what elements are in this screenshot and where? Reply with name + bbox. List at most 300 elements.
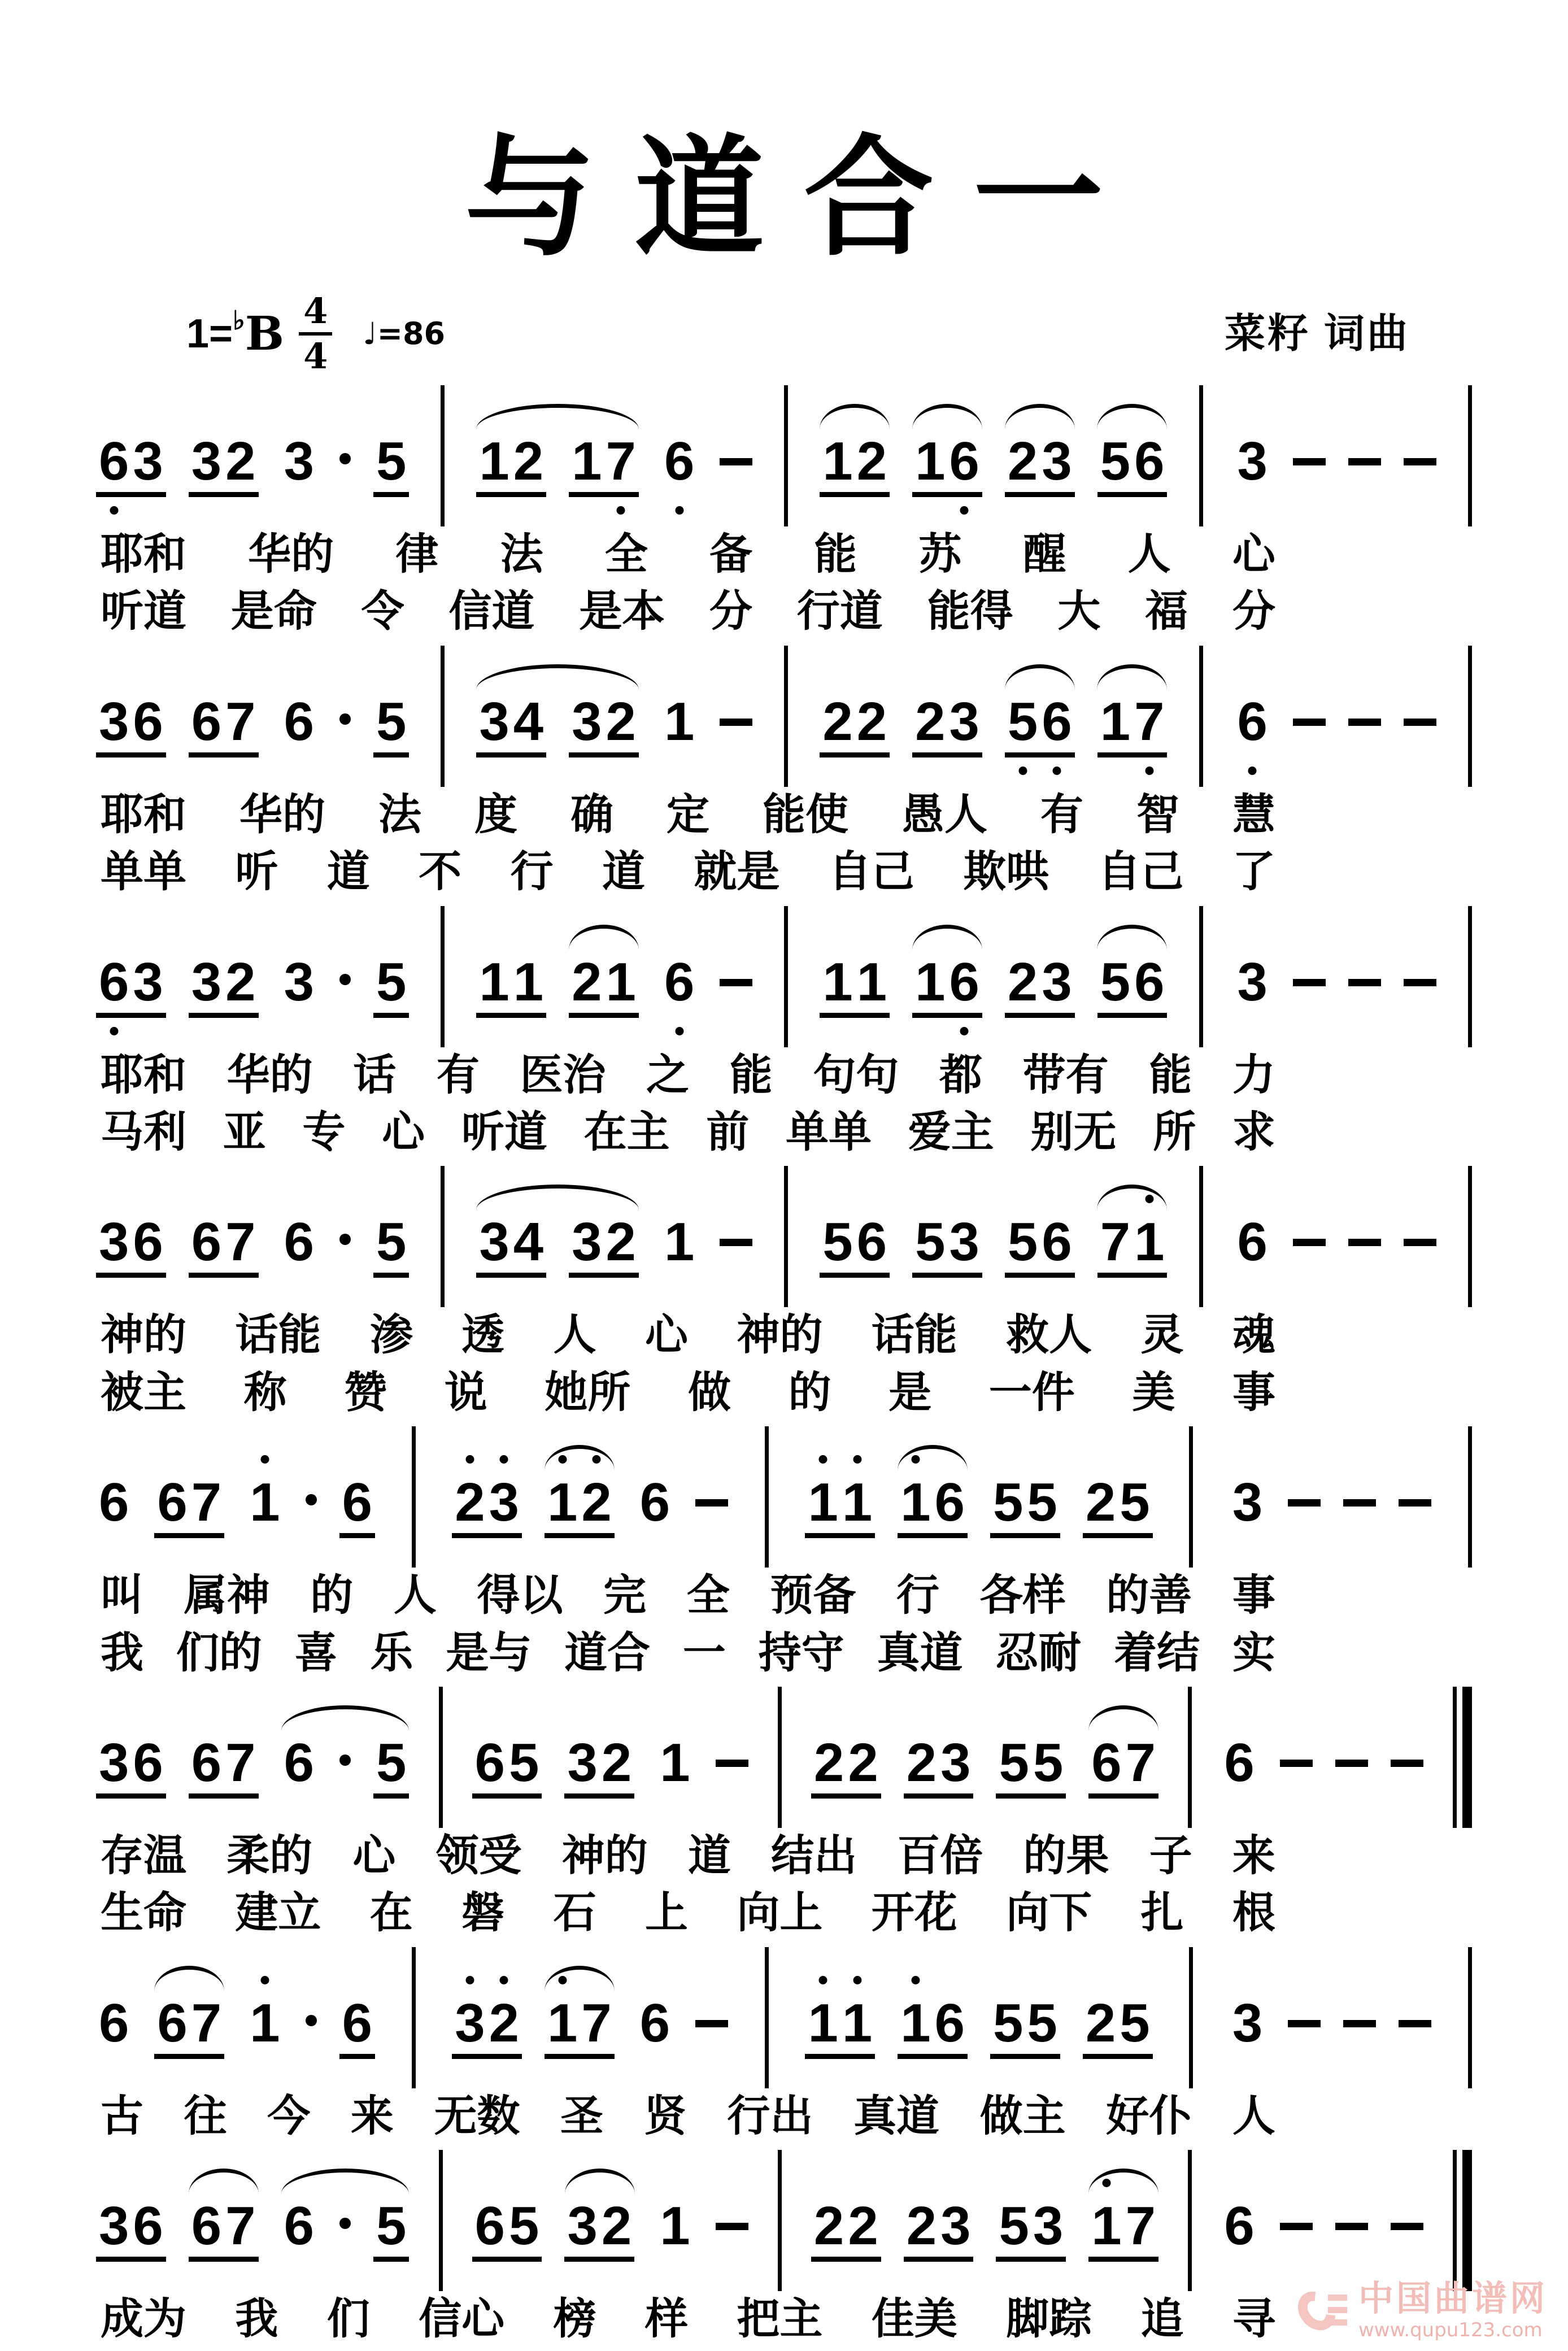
note: 3 bbox=[572, 691, 602, 752]
slur-arc bbox=[154, 1966, 224, 1991]
barline bbox=[1188, 1687, 1192, 1828]
lyric-word: 百倍 bbox=[897, 1831, 983, 1880]
note: 7 bbox=[581, 1992, 612, 2053]
lyric-word: 单单 bbox=[786, 1108, 872, 1156]
beamed-note-group bbox=[904, 2196, 974, 2262]
lyric-word: 道 bbox=[687, 1831, 731, 1880]
slur-arc bbox=[281, 2169, 409, 2194]
lyric-word: 道合 bbox=[564, 1629, 651, 1677]
slur-arc bbox=[912, 925, 982, 950]
note: 6 bbox=[284, 1732, 314, 1793]
note: 5 bbox=[1008, 695, 1038, 749]
low-octave-dot bbox=[960, 506, 969, 515]
lyric-word: 被主 bbox=[101, 1368, 186, 1417]
note: 2 bbox=[915, 691, 946, 752]
lyric-word: 开花 bbox=[871, 1889, 957, 1938]
note: 2 bbox=[455, 1475, 485, 1530]
note: 6 bbox=[1224, 2196, 1255, 2257]
barline bbox=[784, 385, 788, 526]
lyric-word: 定 bbox=[667, 790, 709, 839]
note-group bbox=[661, 1212, 697, 1278]
beamed-note-group bbox=[912, 1212, 982, 1278]
lyric-word: 称 bbox=[243, 1368, 287, 1417]
note: 1 bbox=[915, 951, 946, 1012]
note: 1 bbox=[822, 431, 853, 491]
note: 2 bbox=[813, 2196, 844, 2257]
note: 5 bbox=[376, 951, 407, 1012]
note: 5 bbox=[1100, 431, 1131, 491]
beamed-note-group bbox=[1083, 1472, 1153, 1538]
note: 1 bbox=[513, 951, 544, 1012]
note: 2 bbox=[601, 2196, 632, 2257]
note: 6 bbox=[1042, 695, 1072, 749]
barline bbox=[412, 1426, 416, 1568]
note-group bbox=[1235, 951, 1270, 1018]
note-group bbox=[637, 1472, 673, 1538]
lyric-word: 石 bbox=[553, 1889, 596, 1938]
lyric-word: 能 bbox=[814, 530, 857, 578]
note: 3 bbox=[1237, 431, 1268, 491]
note: 2 bbox=[848, 2196, 878, 2257]
lyric-word: 的善 bbox=[1106, 1571, 1192, 1620]
measure bbox=[820, 1179, 1167, 1307]
lyric-word: 力 bbox=[1232, 1051, 1275, 1099]
lyric-word: 领受 bbox=[435, 1831, 522, 1880]
note: 3 bbox=[1237, 951, 1268, 1012]
measure bbox=[476, 398, 752, 526]
note: 3 bbox=[455, 1996, 485, 2050]
slur-arc bbox=[476, 664, 639, 690]
note: 6 bbox=[157, 1472, 188, 1533]
dash-continuation bbox=[720, 1239, 752, 1246]
slur-arc bbox=[1097, 925, 1167, 950]
note: 6 bbox=[1134, 431, 1165, 491]
note: 2 bbox=[906, 2196, 937, 2257]
barline bbox=[784, 646, 788, 787]
note: 3 bbox=[940, 2196, 971, 2257]
dash-continuation bbox=[716, 2223, 748, 2230]
beamed-note-group bbox=[373, 1212, 409, 1278]
dash-continuation bbox=[1335, 2223, 1368, 2230]
lyric-word: 之 bbox=[646, 1051, 690, 1099]
lyric-word: 有 bbox=[436, 1051, 480, 1099]
barline bbox=[412, 1947, 416, 2088]
high-octave-dot bbox=[819, 1455, 827, 1464]
note: 6 bbox=[664, 955, 694, 1009]
watermark bbox=[1300, 2278, 1548, 2341]
beamed-note-group bbox=[564, 2196, 634, 2262]
lyric-word: 信心 bbox=[419, 2295, 505, 2344]
high-octave-dot bbox=[465, 1976, 474, 1984]
lyric-word: 存温 bbox=[101, 1831, 186, 1880]
system-3 bbox=[96, 906, 1472, 1157]
slur-arc bbox=[898, 1445, 968, 1470]
lyric-word: 忍耐 bbox=[995, 1629, 1082, 1677]
lyric-word: 向上 bbox=[737, 1889, 823, 1938]
key-signature bbox=[186, 290, 446, 377]
note: 2 bbox=[906, 1732, 937, 1793]
lyric-word: 人 bbox=[1232, 2092, 1275, 2140]
note: 4 bbox=[513, 1212, 544, 1273]
watermark-text bbox=[1358, 2278, 1548, 2341]
dash-continuation bbox=[1391, 2223, 1423, 2230]
lyric-word: 向下 bbox=[1006, 1889, 1092, 1938]
lyric-word: 行 bbox=[896, 1571, 939, 1620]
lyric-word: 在 bbox=[369, 1889, 413, 1938]
lyric-word: 无数 bbox=[434, 2092, 520, 2140]
time-signature bbox=[299, 290, 332, 377]
note: 6 bbox=[133, 2196, 163, 2257]
lyric-word: 做主 bbox=[979, 2092, 1066, 2140]
note: 3 bbox=[99, 1212, 129, 1273]
note: 7 bbox=[191, 1992, 222, 2053]
beamed-note-group bbox=[476, 431, 546, 497]
note: 1 bbox=[915, 431, 946, 491]
low-octave-dot bbox=[1018, 767, 1027, 775]
beamed-note-group bbox=[96, 431, 166, 497]
note: 6 bbox=[934, 1472, 965, 1533]
note: 6 bbox=[99, 1472, 129, 1533]
beamed-note-group bbox=[96, 951, 166, 1018]
lyric-word: 救人 bbox=[1006, 1311, 1092, 1360]
note: 1 bbox=[822, 951, 853, 1012]
lyric-word: 持守 bbox=[758, 1629, 844, 1677]
dash-continuation bbox=[1348, 719, 1381, 726]
low-octave-dot bbox=[675, 506, 683, 515]
beamed-note-group bbox=[1097, 1212, 1168, 1278]
slur-arc bbox=[565, 2169, 635, 2194]
lyric-word: 叫 bbox=[101, 1571, 143, 1620]
note-group bbox=[657, 1732, 692, 1799]
lyrics-row-2 bbox=[101, 1368, 1275, 1417]
note: 6 bbox=[1091, 1732, 1122, 1793]
note: 1 bbox=[1091, 2199, 1121, 2253]
lyric-word: 爱主 bbox=[908, 1108, 994, 1156]
final-barline bbox=[1453, 1687, 1472, 1828]
lyric-word: 成为 bbox=[101, 2295, 186, 2344]
beamed-note-group bbox=[1005, 951, 1075, 1018]
dash-continuation bbox=[1343, 1499, 1376, 1507]
beamed-note-group bbox=[990, 1472, 1060, 1538]
note: 5 bbox=[1033, 1732, 1064, 1793]
composer-credit: 菜籽 词曲 bbox=[1224, 311, 1410, 356]
dash-continuation bbox=[1348, 979, 1381, 986]
note: 6 bbox=[1238, 695, 1268, 749]
lyric-word: 自己 bbox=[828, 848, 914, 896]
barline bbox=[1189, 1947, 1193, 2088]
slur-arc bbox=[1088, 1705, 1158, 1731]
measure bbox=[1221, 1700, 1423, 1828]
lyric-word: 是 bbox=[888, 1368, 932, 1417]
beamed-note-group bbox=[912, 431, 982, 497]
note: 1 bbox=[479, 951, 509, 1012]
lyric-word: 们 bbox=[326, 2295, 370, 2344]
lyrics-row-1 bbox=[101, 1051, 1275, 1100]
lyric-word: 醒 bbox=[1023, 530, 1066, 578]
slur-arc bbox=[912, 404, 982, 429]
notes-row bbox=[96, 1426, 1472, 1568]
beamed-note-group bbox=[154, 1992, 224, 2059]
slur-arc bbox=[1088, 2169, 1158, 2194]
note: 3 bbox=[133, 431, 163, 491]
beamed-note-group bbox=[569, 1212, 639, 1278]
lyric-word: 能得 bbox=[927, 587, 1013, 636]
beamed-note-group bbox=[476, 691, 546, 757]
note: 5 bbox=[822, 1212, 853, 1273]
note: 1 bbox=[900, 1475, 930, 1530]
dash-continuation bbox=[1293, 979, 1326, 986]
lyric-word: 透 bbox=[461, 1311, 505, 1360]
lyric-word: 行出 bbox=[727, 2092, 813, 2140]
lyric-word: 全 bbox=[604, 530, 648, 578]
lyric-word: 佳美 bbox=[871, 2295, 957, 2344]
beamed-note-group bbox=[1088, 1732, 1158, 1799]
final-barline bbox=[1453, 2150, 1472, 2291]
note: 2 bbox=[225, 431, 256, 491]
note: 7 bbox=[1125, 1732, 1156, 1793]
lyric-word: 度 bbox=[474, 790, 517, 839]
barline bbox=[784, 906, 788, 1047]
beamed-note-group bbox=[996, 2196, 1066, 2262]
lyric-word: 渗 bbox=[369, 1311, 413, 1360]
note: 5 bbox=[915, 1212, 946, 1273]
note: 5 bbox=[993, 1992, 1023, 2053]
lyrics-row-1 bbox=[101, 2092, 1275, 2141]
lyric-word: 了 bbox=[1232, 848, 1275, 896]
note: 6 bbox=[639, 1472, 670, 1533]
lyric-word: 心 bbox=[382, 1108, 425, 1156]
lyric-word: 别无 bbox=[1030, 1108, 1117, 1156]
beamed-note-group bbox=[472, 2196, 542, 2262]
lyric-word: 话能 bbox=[235, 1311, 321, 1360]
dash-continuation bbox=[695, 1499, 728, 1507]
barline bbox=[1199, 1166, 1203, 1307]
dash-continuation bbox=[1404, 458, 1436, 465]
barline bbox=[1199, 906, 1203, 1047]
lyric-word: 说 bbox=[444, 1368, 487, 1417]
note: 6 bbox=[284, 2196, 314, 2257]
lyric-word: 根 bbox=[1232, 1889, 1275, 1938]
beamed-note-group bbox=[452, 1992, 522, 2059]
lyric-word: 自己 bbox=[1097, 848, 1184, 896]
augmentation-dot bbox=[339, 453, 351, 464]
note-group bbox=[661, 691, 697, 757]
lyric-word: 今 bbox=[267, 2092, 311, 2140]
lyric-word: 律 bbox=[395, 530, 439, 578]
system-5 bbox=[96, 1426, 1472, 1678]
low-octave-dot bbox=[675, 1027, 683, 1035]
lyric-word: 都 bbox=[939, 1051, 982, 1099]
augmentation-dot bbox=[339, 974, 351, 985]
lyric-word: 喜 bbox=[294, 1629, 338, 1677]
beamed-note-group bbox=[189, 2196, 259, 2262]
lyrics-row-1 bbox=[101, 1571, 1275, 1620]
lyric-word: 事 bbox=[1232, 1571, 1275, 1620]
lyric-word: 来 bbox=[350, 2092, 394, 2140]
note-group bbox=[1221, 2196, 1257, 2262]
note: 6 bbox=[133, 1732, 163, 1793]
barline bbox=[1468, 906, 1472, 1047]
note: 6 bbox=[474, 1732, 506, 1793]
beamed-note-group bbox=[811, 1732, 881, 1799]
beamed-note-group bbox=[569, 951, 639, 1018]
lyrics-row-1 bbox=[101, 2295, 1275, 2344]
note: 7 bbox=[225, 2196, 256, 2257]
low-octave-dot bbox=[110, 506, 118, 515]
lyric-word: 一 bbox=[682, 1629, 726, 1677]
lyric-word: 柔的 bbox=[227, 1831, 313, 1880]
lyric-word: 求 bbox=[1232, 1108, 1275, 1156]
note: 7 bbox=[606, 434, 636, 489]
barline bbox=[1468, 1166, 1472, 1307]
lyric-word: 不 bbox=[419, 848, 462, 896]
lyric-word: 真道 bbox=[877, 1629, 963, 1677]
note: 1 bbox=[842, 1996, 872, 2050]
lyrics-row-2 bbox=[101, 1629, 1275, 1678]
note: 3 bbox=[479, 1212, 509, 1273]
system-6 bbox=[96, 1687, 1472, 1938]
lyrics-row-2 bbox=[101, 847, 1275, 896]
note: 2 bbox=[813, 1732, 844, 1793]
note: 7 bbox=[1125, 2196, 1156, 2257]
dash-continuation bbox=[1293, 458, 1326, 465]
beamed-note-group bbox=[564, 1732, 634, 1799]
slur-arc bbox=[1005, 404, 1075, 429]
lyric-word: 令 bbox=[361, 587, 404, 636]
note: 6 bbox=[191, 2196, 222, 2257]
system-8 bbox=[96, 2150, 1472, 2344]
measure bbox=[1230, 1960, 1431, 2088]
measure bbox=[820, 919, 1167, 1047]
beamed-note-group bbox=[1088, 2196, 1158, 2262]
note: 3 bbox=[572, 1212, 602, 1273]
note-group bbox=[281, 1732, 317, 1799]
lyric-word: 医治 bbox=[520, 1051, 606, 1099]
notes-row bbox=[96, 1166, 1472, 1307]
beamed-note-group bbox=[996, 1732, 1066, 1799]
lyric-word: 法 bbox=[378, 790, 421, 839]
beamed-note-group bbox=[189, 691, 259, 757]
lyric-word: 神的 bbox=[101, 1311, 186, 1360]
note: 2 bbox=[581, 1475, 611, 1530]
beamed-note-group bbox=[96, 1212, 166, 1278]
dash-continuation bbox=[1293, 719, 1326, 726]
lyrics-row-2 bbox=[101, 1108, 1275, 1157]
lyric-word: 专 bbox=[302, 1108, 346, 1156]
note-group bbox=[657, 2196, 692, 2262]
dash-continuation bbox=[1399, 2020, 1431, 2027]
lyric-word: 心 bbox=[352, 1831, 396, 1880]
note: 3 bbox=[567, 2196, 598, 2257]
augmentation-dot bbox=[306, 2015, 317, 2026]
dash-continuation bbox=[1404, 719, 1436, 726]
lyric-word: 所 bbox=[1153, 1108, 1196, 1156]
note: 7 bbox=[225, 1212, 256, 1273]
note: 5 bbox=[993, 1472, 1023, 1533]
beamed-note-group bbox=[1005, 691, 1075, 757]
barline bbox=[765, 1947, 769, 2088]
beamed-note-group bbox=[912, 951, 982, 1018]
lyric-word: 就是 bbox=[694, 848, 780, 896]
beamed-note-group bbox=[811, 2196, 881, 2262]
note: 6 bbox=[284, 1212, 314, 1273]
dash-continuation bbox=[720, 979, 752, 986]
beamed-note-group bbox=[189, 431, 259, 497]
dash-continuation bbox=[1348, 458, 1381, 465]
note: 7 bbox=[225, 691, 256, 752]
note: 3 bbox=[940, 1732, 971, 1793]
dash-continuation bbox=[1343, 2020, 1376, 2027]
note: 3 bbox=[133, 951, 163, 1012]
lyric-word: 一件 bbox=[988, 1368, 1075, 1417]
measure bbox=[452, 1960, 728, 2088]
note: 1 bbox=[250, 1475, 280, 1530]
note: 2 bbox=[606, 1212, 636, 1273]
measure bbox=[811, 2163, 1158, 2291]
lyric-word: 信道 bbox=[448, 587, 535, 636]
note: 2 bbox=[513, 431, 544, 491]
lyric-word: 生命 bbox=[101, 1889, 186, 1938]
note: 3 bbox=[1042, 951, 1072, 1012]
note: 1 bbox=[808, 1475, 838, 1530]
key-letter: B bbox=[245, 307, 285, 361]
meta-row bbox=[0, 290, 1568, 377]
note-group bbox=[96, 1992, 132, 2059]
lyric-word: 苏 bbox=[918, 530, 962, 578]
beamed-note-group bbox=[373, 1732, 409, 1799]
score bbox=[0, 374, 1568, 2344]
high-octave-dot bbox=[260, 1976, 269, 1984]
measure bbox=[476, 1179, 752, 1307]
beamed-note-group bbox=[339, 1472, 375, 1538]
lyric-word: 能 bbox=[1149, 1051, 1192, 1099]
system-4 bbox=[96, 1166, 1472, 1417]
note: 3 bbox=[99, 691, 129, 752]
beamed-note-group bbox=[545, 1992, 615, 2059]
low-octave-dot bbox=[110, 1027, 118, 1035]
lyric-word: 寻 bbox=[1232, 2295, 1275, 2344]
beamed-note-group bbox=[96, 1732, 166, 1799]
note: 6 bbox=[1042, 1212, 1072, 1273]
lyric-word: 是命 bbox=[230, 587, 317, 636]
note: 1 bbox=[1100, 691, 1131, 752]
slur-arc bbox=[1097, 664, 1167, 690]
lyric-word: 大 bbox=[1057, 587, 1101, 636]
beamed-note-group bbox=[545, 1472, 615, 1538]
note: 6 bbox=[949, 955, 979, 1009]
barline bbox=[1468, 1426, 1472, 1568]
beamed-note-group bbox=[1005, 1212, 1075, 1278]
slur-arc bbox=[1005, 664, 1075, 690]
augmentation-dot bbox=[306, 1494, 317, 1505]
note: 6 bbox=[639, 1992, 670, 2053]
beamed-note-group bbox=[339, 1992, 375, 2059]
lyric-word: 福 bbox=[1145, 587, 1188, 636]
beamed-note-group bbox=[452, 1472, 522, 1538]
note: 3 bbox=[284, 431, 314, 491]
barline bbox=[1468, 385, 1472, 526]
tempo-marking: ♩=86 bbox=[363, 316, 446, 351]
beamed-note-group bbox=[569, 691, 639, 757]
system-2 bbox=[96, 646, 1472, 897]
note: 6 bbox=[191, 1212, 222, 1273]
note: 5 bbox=[1120, 1992, 1150, 2053]
measure bbox=[96, 919, 409, 1047]
note: 5 bbox=[376, 1212, 407, 1273]
note: 1 bbox=[808, 1996, 838, 2050]
note: 1 bbox=[572, 431, 602, 491]
measure bbox=[96, 2163, 409, 2291]
